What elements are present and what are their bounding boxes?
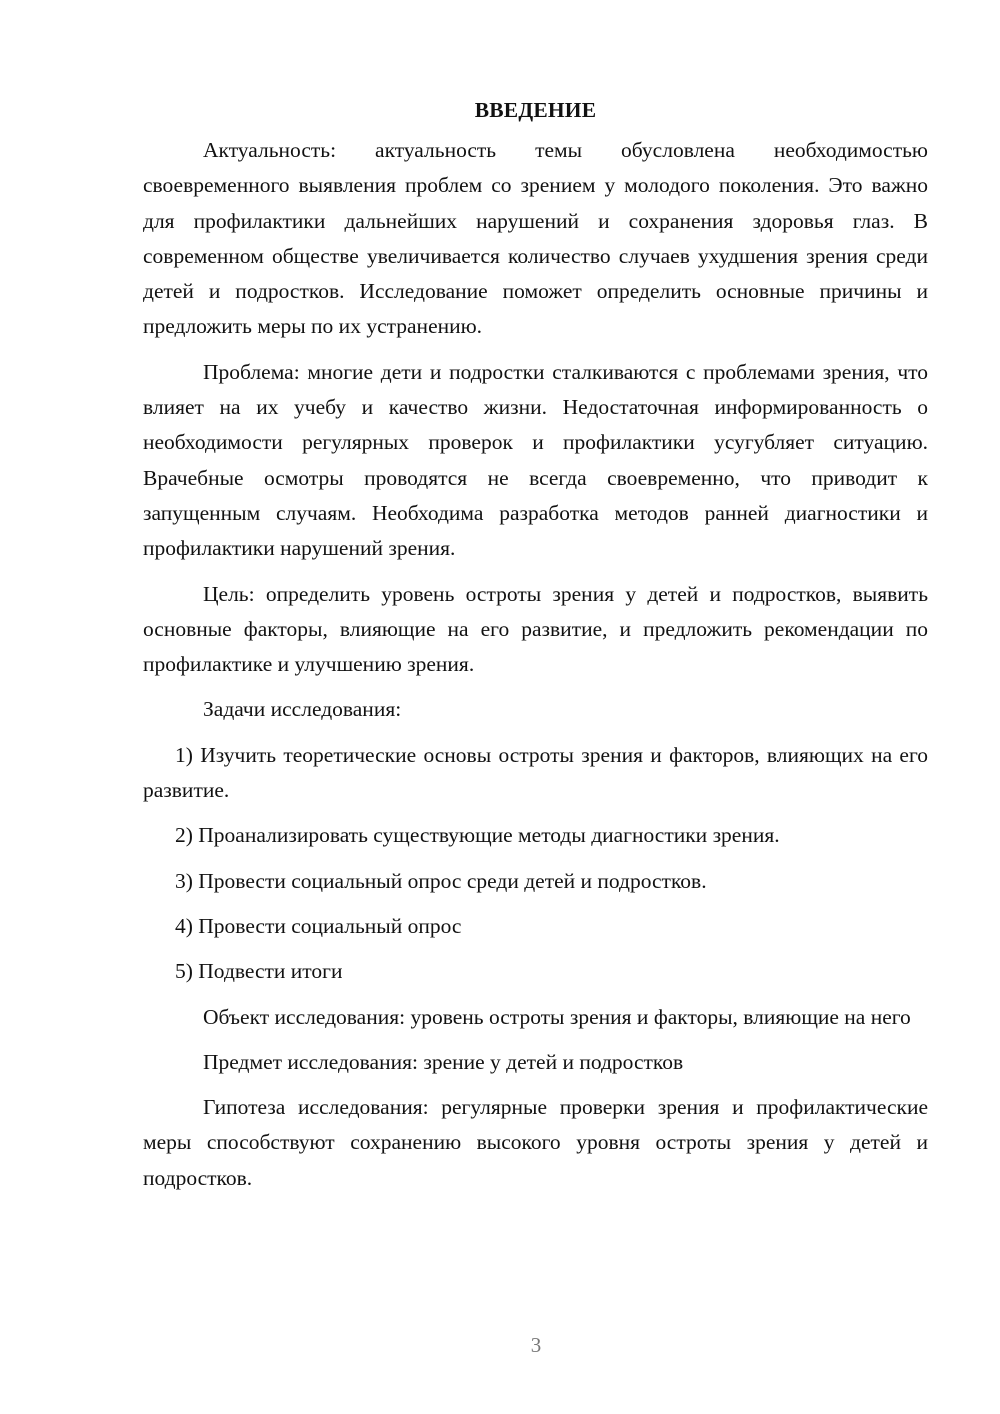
goal-paragraph: Цель: определить уровень остроты зрения у детей и подростков, выявить основные факторы, влияющие на его развитие, и предложить рекомендации по профилактике и улучшению зрения.	[143, 581, 928, 677]
page-title: ВВЕДЕНИЕ	[474, 98, 597, 122]
task-item-1: 1) Изучить теоретические основы остроты зрения и факторов, влияющих на его развитие.	[143, 742, 928, 803]
task-item-2: 2) Проанализировать существующие методы диагностики зрения.	[175, 823, 780, 848]
hypothesis-paragraph: Гипотеза исследования: регулярные проверки зрения и профилактические меры способствуют сохранению высокого уровня остроты зрения у детей и подростков.	[143, 1095, 928, 1190]
research-object-paragraph: Объект исследования: уровень остроты зрения и факторы, влияющие на него	[203, 1004, 911, 1029]
relevance-paragraph: Актуальность: актуальность темы обусловлена необходимостью своевременного выявления проблем со зрением у молодого поколения. Это важно для профилактики дальнейших нарушений и сохранения здоровья глаз. В современном обществе увеличивается количество случаев ухудшения зрения среди детей и подростков. Исследование поможет определить основные причины и предложить меры по их устранению.	[143, 138, 928, 339]
page-number: 3	[530, 1333, 542, 1357]
problem-paragraph: Проблема: многие дети и подростки сталкиваются с проблемами зрения, что влияет на их учебу и качество жизни. Недостаточная информированность о необходимости регулярных проверок и профилактики усугубляет ситуацию. Врачебные осмотры проводятся не всегда своевременно, что приводит к запущенным случаям. Необходима разработка методов ранней диагностики и профилактики нарушений зрения.	[143, 359, 928, 561]
research-subject-paragraph: Предмет исследования: зрение у детей и подростков	[203, 1049, 684, 1074]
task-item-5: 5) Подвести итоги	[175, 959, 343, 984]
tasks-heading: Задачи исследования:	[203, 697, 402, 722]
task-item-4: 4) Провести социальный опрос	[175, 913, 462, 938]
task-item-3: 3) Провести социальный опрос среди детей и подростков.	[175, 868, 707, 893]
document-body	[143, 93, 928, 1196]
